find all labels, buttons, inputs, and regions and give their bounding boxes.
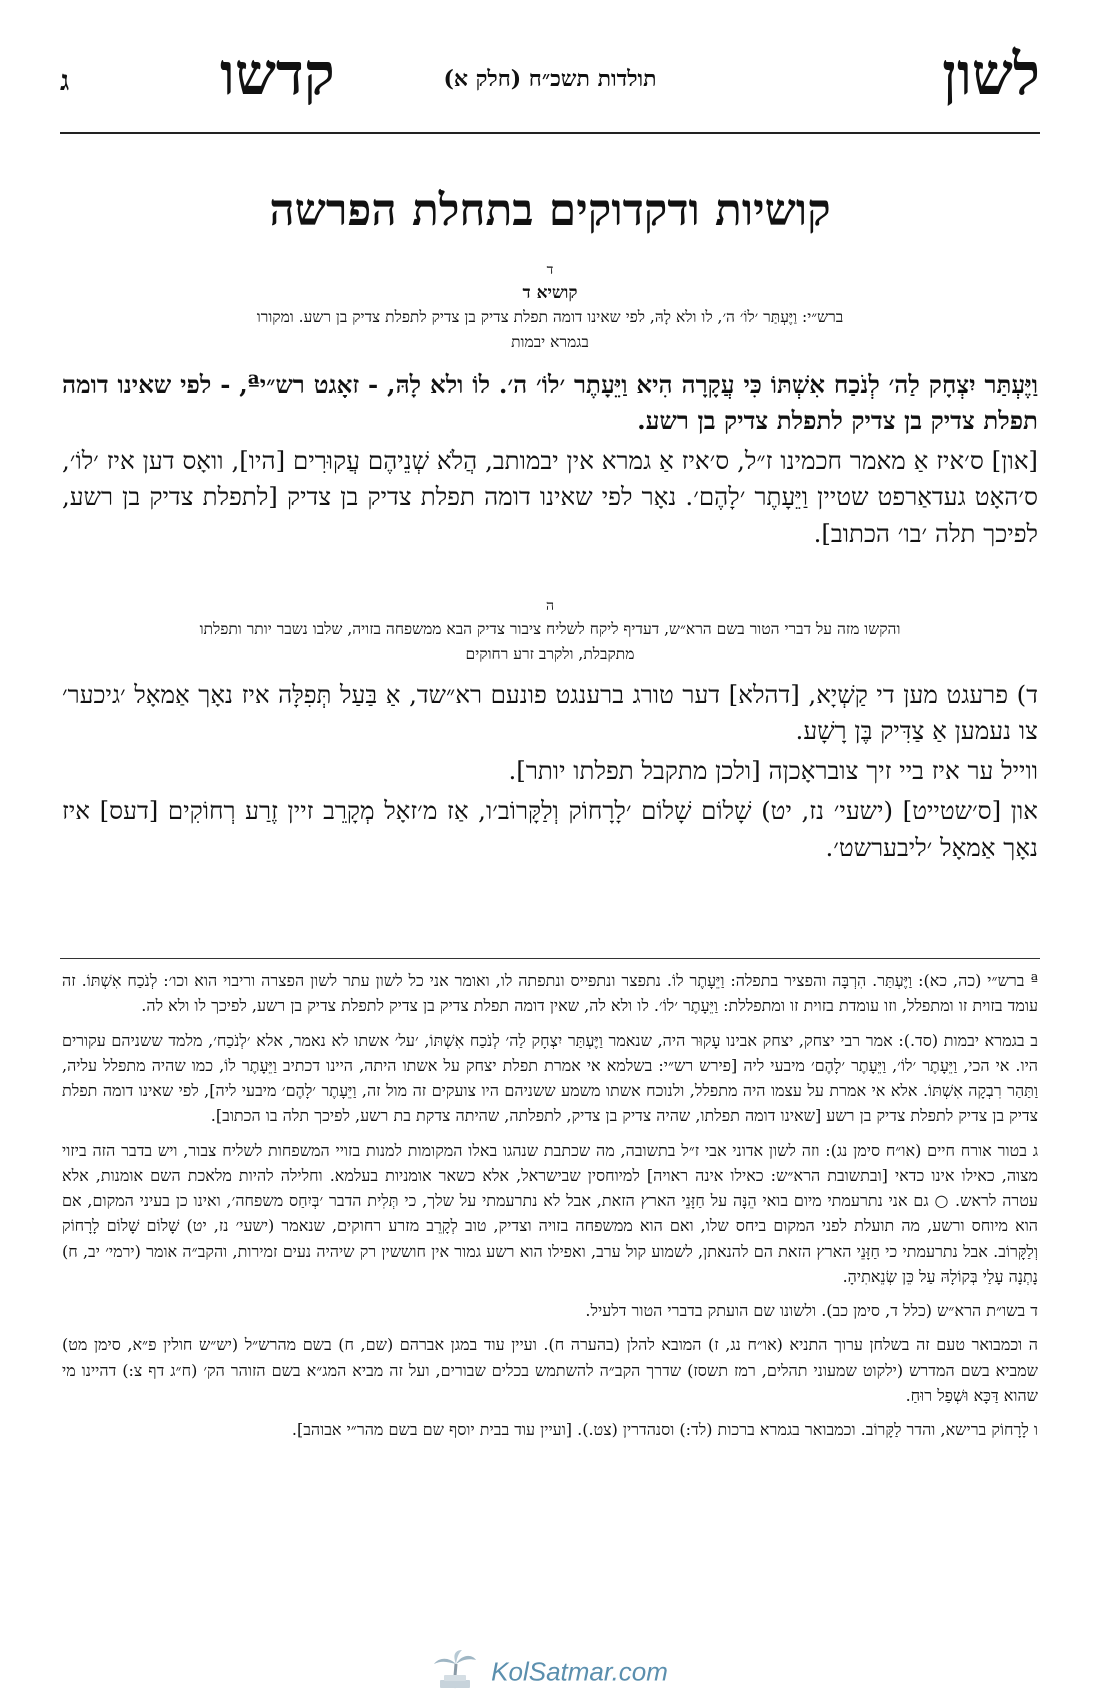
site-name: KolSatmar.com xyxy=(491,1656,668,1687)
footnote: ד בשו״ת הרא״ש (כלל ד, סימן כב). ולשונו שם הועתק בדברי הטור דלעיל. xyxy=(585,1301,1038,1321)
section-h-letter: ה xyxy=(545,598,555,614)
header-word-left: קדשו xyxy=(220,40,335,108)
site-watermark xyxy=(0,1650,1100,1694)
palm-tree-logo-icon xyxy=(432,1650,478,1694)
section-h-summary: והקשו מזה על דברי הטור בשם הרא״ש, דעדיף ליקח לשליח ציבור צדיק הבא ממשפחה בזויה, שלבו נשבר יותר ותפלתו מתקבלת, ולקרב זרע רחוקים xyxy=(199,620,901,663)
header-divider xyxy=(60,132,1040,134)
section-d-heading: קושיא ד xyxy=(522,283,578,303)
page-title: קושיות ודקדוקים בתחלת הפרשה xyxy=(269,185,831,236)
header-word-right: לשון xyxy=(942,40,1040,108)
section-d-body xyxy=(62,367,1038,552)
section-d-paragraph: [און] ס׳איז אַ מאמר חכמינו ז״ל, ס׳איז אַ גמרא אין יבמותב, הֲלֹא שְׁנֵיהֶם עֲקוּרִים [היו], וואָס דען איז ׳לוֹ׳, ס׳האָט געדאַרפט שטיין וַיֵּעָתֶר ׳לָהֶם׳. נאָר לפי שאינו דומה תפלת צדיק בן צדיק [לתפלת צדיק בן רשע, לפיכך תלה ׳בו׳ הכתוב]. xyxy=(62,446,1038,548)
footnote: ו לָרָחוֹק ברישא, והדר לַקָּרוֹב. וכמבואר בגמרא ברכות (לד:) וסנהדרין (צט.). [ועיין עוד בבית יוסף שם בשם מהר״י אבוהב]. xyxy=(291,1420,1038,1440)
footnote: ª ברש״י (כה, כא): וַיֶּעְתַּר. הִרְבָּה והפציר בתפלה: וַיֵּעָתֶר לוֹ. נתפצר ונתפייס ונתפתה לו, ואומר אני כל לשון עתר לשון הפצרה וריבוי הוא וכו׳: לְנֹכַח אִשְׁתּוֹ. זה עומד בזוית זו ומתפלל, וזו עומדת בזוית זו ומתפללת: וַיֵּעָתֶר ׳לוֹ׳. לו ולא לה, שאין דומה תפלת צדיק בן צדיק לתפלת צדיק בן רשע, לפיכך לו ולא לה. xyxy=(62,971,1039,1016)
section-d-letter: ד xyxy=(546,262,554,278)
section-h-paragraph: ד) פרעגט מען די קַשְׁיָא, [דהלא] דער טורג ברענגט פונעם רא״שד, אַ בַּעַל תְּפִלָּה איז נאָך אַמאָל ׳גיכער׳ צו נעמען אַ צַדִּיק בֶּן רָשָׁע. xyxy=(62,679,1038,745)
running-header xyxy=(60,40,1040,110)
footnote: ה וכמבואר טעם זה בשלחן ערוך התניא (או״ח נג, ז) המובא להלן (בהערה ח). ועיין עוד במגן אברהם (שם, ח) בשם מהרש״ל (יש״ש חולין פ״א, סימן מט) שמביא בשם המדרש (ילקוט שמעוני תהלים, רמז תשסז) שדרך הקב״ה להשתמש בכלים שבורים, ועל זה מביא המג״א בשם הזוהר הק׳ (ח״ג דף צ:) דהיינו מי שהוא דַּכָּא וּשְׁפַל רוּחַ. xyxy=(62,1335,1038,1405)
section-d-paragraph: וַיֶּעְתַּר יִצְחָק לַה׳ לְנֹכַח אִשְׁתּוֹ כִּי עֲקָרָה הִיא וַיֵּעָתֶר ׳לוֹ׳ ה׳. לוֹ ולא לָהּ, - זאָגט רש״יª, - לפי שאינו דומה תפלת צדיק בן צדיק לתפלת צדיק בן רשע. xyxy=(62,369,1038,435)
section-h-paragraph: און [ס׳שטייט] (ישעי׳ נז, יט) שָׁלוֹם שָׁלוֹם ׳לָרָחוֹק וְלַקָּרוֹב׳ו, אַז מ׳זאָל מְקָרֵב זיין זֶרַע רְחוֹקִים [דעס] איז נאָך אַמאָל ׳ליבערשט׳. xyxy=(62,796,1038,862)
section-d xyxy=(0,262,1100,556)
section-d-summary: ברש״י: וַיֶּעְתַּר ׳לוֹ׳ ה׳, לו ולא לָהּ, לפי שאינו דומה תפלת צדיק בן צדיק לתפלת צדיק בן רשע. ומקורו בגמרא יבמות xyxy=(256,308,844,351)
page-letter: ג xyxy=(60,64,70,97)
footnotes xyxy=(62,968,1038,1452)
header-center-title: תולדות תשכ״ח (חלק א) xyxy=(443,66,657,92)
footnote-divider xyxy=(60,958,1040,959)
footnote: ג בטור אורח חיים (או״ח סימן נג): וזה לשון אדוני אבי ז״ל בתשובה, מה שכתבת שנהגו באלו המקומות למנות בזויי המשפחות לשליח צבור, ויש בדבר הזה ביזוי מצוה, כאילו אינו כדאי [ובתשובת הרא״ש: כאילו אינה ראויה] למיוחסין שבישראל, אלא כשאר אומניות בעלמא. וחלילה להיות מלאכת השם אומנות, אלא עטרה לראש. ○ גם אני נתרעמתי מיום בואי הֵנָּה על חַזָּנֵי הארץ הזאת, אבל לא נתרעמתי על שלך, כי תְּלִית הדבר ׳בְּיִחַס משפחה׳, ואינו כן בעיני המקום, אם הוא מיוחס ורשע, מה תועלת לפני המקום ביחס שלו, ואם הוא ממשפחה בזויה וצדיק, טוב לְקָרֵב מזרע רחוקים, שנאמר (ישעי׳ נז, יט) שָׁלוֹם שָׁלוֹם לָרָחוֹק וְלַקָּרוֹב. אבל נתרעמתי כי חַזָּנֵי הארץ הזאת הם להנאתן, לשמוע קול ערב, ואפילו הוא רשע גמור אין חוששין רק שיהיה נעים זמירות, והקב״ה אומר (ירמי׳ יב, ח) נָתְנָה עָלַי בְּקוֹלָהּ עַל כֵּן שְׂנֵאתִיהָ. xyxy=(62,1140,1038,1286)
section-h xyxy=(0,598,1100,870)
footnote: ב בגמרא יבמות (סד.): אמר רבי יצחק, יצחק אבינו עָקוּר היה, שנאמר וַיֶּעְתַּר יִצְחָק לַה׳ לְנֹכַח אִשְׁתּוֹ, ׳על׳ אשתו לא נאמר, אלא ׳לְנֹכַח׳, מלמד ששניהם עקורים היו. אי הכי, וַיֵּעָתֶר ׳לוֹ׳, וַיֵּעָתֶר ׳לָהֶם׳ מיבעי ליה [פירש רש״י: בשלמא אי אמרת תפלת יצחק על אשתו היתה, היינו דכתיב וַיֵּעָתֶר לוֹ, כמו שהיה מתפלל עליה, וַתַּהַר רִבְקָה אִשְׁתּוֹ. אלא אי אמרת על עצמו היה מתפלל, ולנוכח אשתו משמע ששניהם היו צועקים זה מול זה, וַיֵּעָתֶר ׳לָהֶם׳ מיבעי ליה], לפי שאינו דומה תפלת צדיק בן צדיק לתפלת צדיק בן רשע [שאינו דומה תפלתו, שהיה צדיק בן צדיק, לתפלתה, שהיתה צדקת בת רשע, לפיכך תלה בו הכתוב]. xyxy=(62,1030,1038,1126)
section-h-body xyxy=(62,677,1038,866)
section-h-paragraph: ווייל ער איז ביי זיך צובראָכןה [ולכן מתקבל תפלתו יותר]. xyxy=(508,756,1038,786)
